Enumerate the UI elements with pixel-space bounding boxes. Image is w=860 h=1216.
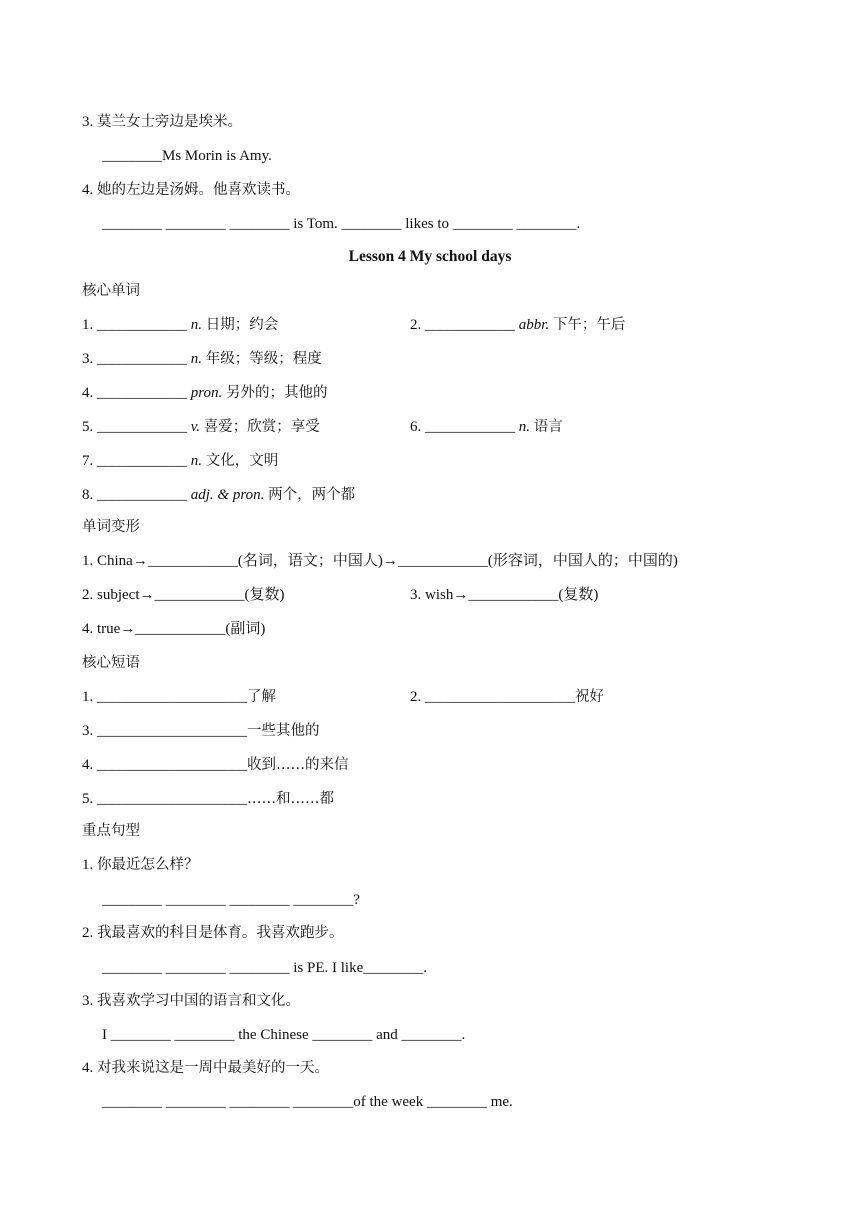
answer-blank: ____________________	[97, 723, 247, 739]
part-of-speech: n.	[190, 317, 202, 333]
prev-question-3	[82, 112, 242, 132]
core-word-item-8	[82, 485, 355, 505]
core-word-item-4	[82, 383, 328, 403]
word-meaning: 日期；约会	[205, 317, 279, 333]
key-sentences-heading: 重点句型	[82, 823, 140, 839]
item-number: 8.	[82, 487, 94, 503]
word-meaning: 下午；午后	[552, 317, 626, 333]
item-number: 5.	[82, 419, 94, 435]
word-form-text: China→____________(名词，语文；中国人)→____________(形容词，中国人的；中国的)	[97, 553, 678, 569]
item-number: 4.	[82, 621, 94, 637]
part-of-speech: n.	[190, 453, 202, 469]
key-sentence-answer-3: I ________ ________ the Chinese ________ and ________.	[102, 1027, 466, 1043]
item-number: 5.	[82, 791, 94, 807]
core-word-item-6	[410, 417, 563, 437]
core-phrase-item-5	[82, 789, 334, 809]
prev-answer-3: ________Ms Morin is Amy.	[102, 148, 272, 164]
key-sentence-3	[82, 991, 300, 1011]
question-number: 4.	[82, 182, 94, 198]
word-meaning: 年级；等级；程度	[205, 351, 322, 367]
question-chinese: 她的左边是汤姆。他喜欢读书。	[97, 182, 300, 198]
lesson-title: Lesson 4 My school days	[348, 248, 512, 265]
item-number: 2.	[82, 587, 94, 603]
phrase-meaning: ……和……都	[247, 791, 334, 807]
answer-blank: ____________	[97, 385, 187, 401]
word-form-item-4	[82, 619, 265, 639]
answer-blank: ____________	[97, 351, 187, 367]
sentence-chinese: 我喜欢学习中国的语言和文化。	[97, 993, 300, 1009]
part-of-speech: v.	[190, 419, 201, 435]
core-phrase-item-1	[82, 687, 276, 707]
item-number: 1.	[82, 689, 94, 705]
item-number: 6.	[410, 419, 422, 435]
answer-blank: ____________________	[97, 791, 247, 807]
phrase-meaning: 一些其他的	[247, 723, 320, 739]
word-meaning: 文化，文明	[205, 453, 279, 469]
part-of-speech: abbr.	[518, 317, 550, 333]
key-sentence-4	[82, 1058, 329, 1078]
word-meaning: 喜爱；欣赏；享受	[203, 419, 320, 435]
key-sentence-answer-1: ________ ________ ________ ________?	[102, 892, 360, 908]
item-number: 1.	[82, 857, 94, 873]
item-number: 3.	[82, 993, 94, 1009]
core-word-item-7	[82, 451, 278, 471]
key-sentence-1	[82, 855, 199, 875]
answer-blank: ____________________	[425, 689, 575, 705]
item-number: 2.	[410, 317, 422, 333]
core-word-item-2	[410, 315, 625, 335]
item-number: 1.	[82, 317, 94, 333]
word-form-item-1	[82, 551, 678, 571]
word-meaning: 两个，两个都	[268, 487, 356, 503]
core-word-item-3	[82, 349, 322, 369]
core-word-item-5	[82, 417, 320, 437]
word-form-item-2	[82, 585, 284, 605]
key-sentence-answer-4: ________ ________ ________ ________of the week ________ me.	[102, 1094, 513, 1110]
answer-blank: ____________	[97, 453, 187, 469]
core-phrase-item-2	[410, 687, 604, 707]
sentence-chinese: 我最喜欢的科目是体育。我喜欢跑步。	[97, 925, 344, 941]
item-number: 2.	[410, 689, 422, 705]
part-of-speech: adj. & pron.	[190, 487, 265, 503]
item-number: 1.	[82, 553, 94, 569]
item-number: 4.	[82, 757, 94, 773]
prev-question-4	[82, 180, 300, 200]
item-number: 3.	[82, 351, 94, 367]
sentence-chinese: 对我来说这是一周中最美好的一天。	[97, 1060, 329, 1076]
word-meaning: 语言	[533, 419, 563, 435]
answer-blank: ____________	[97, 487, 187, 503]
core-phrase-item-3	[82, 721, 320, 741]
word-form-item-3	[410, 585, 598, 605]
core-phrase-item-4	[82, 755, 349, 775]
key-sentence-2	[82, 923, 344, 943]
item-number: 7.	[82, 453, 94, 469]
item-number: 3.	[82, 723, 94, 739]
item-number: 3.	[410, 587, 422, 603]
item-number: 4.	[82, 385, 94, 401]
phrase-meaning: 了解	[247, 689, 276, 705]
answer-blank: ____________	[97, 317, 187, 333]
part-of-speech: pron.	[190, 385, 223, 401]
question-chinese: 莫兰女士旁边是埃米。	[97, 114, 242, 130]
item-number: 2.	[82, 925, 94, 941]
key-sentence-answer-2: ________ ________ ________ is PE. I like________.	[102, 960, 427, 976]
word-form-text: subject→____________(复数)	[97, 587, 285, 603]
prev-answer-4: ________ ________ ________ is Tom. ________ likes to ________ ________.	[102, 216, 581, 232]
part-of-speech: n.	[518, 419, 530, 435]
answer-blank: ____________	[425, 317, 515, 333]
core-words-heading: 核心单词	[82, 283, 140, 299]
phrase-meaning: 收到……的来信	[247, 757, 349, 773]
phrase-meaning: 祝好	[575, 689, 604, 705]
word-forms-heading: 单词变形	[82, 519, 140, 535]
sentence-chinese: 你最近怎么样？	[97, 857, 199, 873]
item-number: 4.	[82, 1060, 94, 1076]
answer-blank: ____________	[97, 419, 187, 435]
core-word-item-1	[82, 315, 278, 335]
answer-blank: ____________________	[97, 757, 247, 773]
core-phrases-heading: 核心短语	[82, 655, 140, 671]
word-meaning: 另外的；其他的	[226, 385, 328, 401]
answer-blank: ____________	[425, 419, 515, 435]
word-form-text: true→____________(副词)	[97, 621, 266, 637]
word-form-text: wish→____________(复数)	[425, 587, 599, 603]
answer-blank: ____________________	[97, 689, 247, 705]
part-of-speech: n.	[190, 351, 202, 367]
question-number: 3.	[82, 114, 94, 130]
